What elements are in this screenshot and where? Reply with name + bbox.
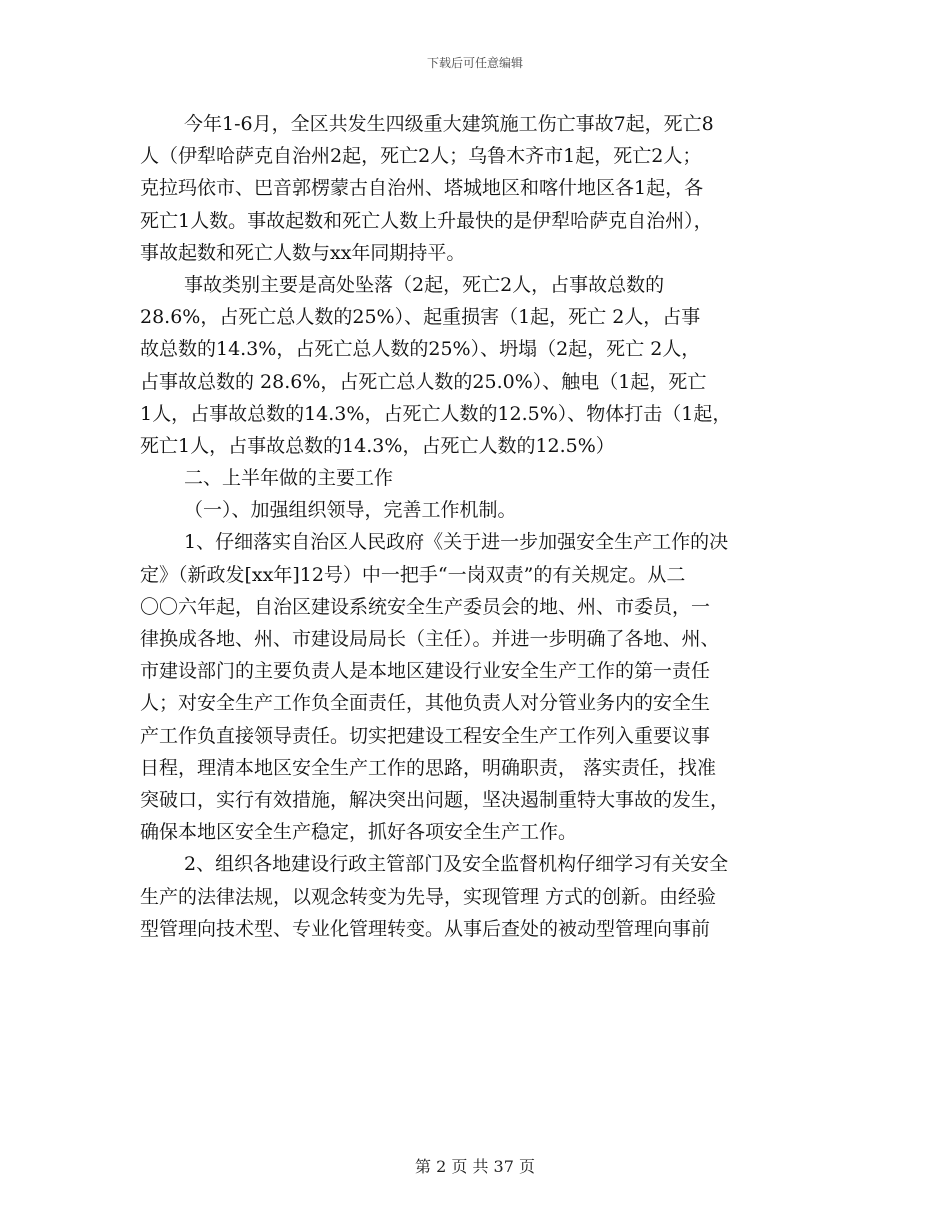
text-line: 突破口，实行有效措施，解决突出问题，坚决遏制重特大事故的发生， bbox=[140, 788, 730, 811]
text-line: 市建设部门的主要负责人是本地区建设行业安全生产工作的第一责任 bbox=[140, 660, 711, 683]
text-line: 律换成各地、州、市建设局局长（主任）。并进一步明确了各地、州、 bbox=[140, 628, 720, 650]
text-line: 〇〇六年起，自治区建设系统安全生产委员会的地、州、市委员，一 bbox=[140, 595, 711, 618]
text-line: 克拉玛依市、巴音郭楞蒙古自治州、塔城地区和喀什地区各1起，各 bbox=[140, 177, 704, 200]
text-line: 确保本地区安全生产稳定，抓好各项安全生产工作。 bbox=[140, 821, 578, 844]
text-line: 占事故总数的 28.6%，占死亡总人数的25.0%）、触电（1起，死亡 bbox=[140, 370, 707, 393]
document-body bbox=[140, 108, 820, 945]
text-line: 生产的法律法规，以观念转变为先导，实现管理 方式的创新。由经验 bbox=[140, 885, 717, 908]
text-line: 1人，占事故总数的14.3%，占死亡人数的12.5%）、物体打击（1起， bbox=[140, 402, 732, 425]
text-line: 定》（新政发[xx年]12号）中一把手“一岗双责”的有关规定。从二 bbox=[140, 563, 686, 586]
page-header-note: 下载后可任意编辑 bbox=[426, 56, 523, 70]
text-line: （一）、加强组织领导，完善工作机制。 bbox=[184, 499, 517, 522]
text-line: 产工作负直接领导责任。切实把建设工程安全生产工作列入重要议事 bbox=[140, 724, 711, 747]
text-line: 事故类别主要是高处坠落（2起，死亡2人，占事故总数的 bbox=[184, 273, 665, 296]
text-line: 事故起数和死亡人数与xx年同期持平。 bbox=[140, 241, 466, 264]
text-line: 28.6%，占死亡总人数的25%）、起重损害（1起，死亡 2人，占事 bbox=[140, 306, 701, 329]
text-line: 人（伊犁哈萨克自治州2起，死亡2人；乌鲁木齐市1起，死亡2人； bbox=[140, 145, 702, 168]
text-line: 型管理向技术型、专业化管理转变。从事后查处的被动型管理向事前 bbox=[140, 917, 711, 940]
text-line: 今年1-6月，全区共发生四级重大建筑施工伤亡事故7起，死亡8 bbox=[184, 113, 714, 135]
page-footer: 第 2 页 共 37 页 bbox=[415, 1157, 535, 1176]
text-line: 死亡1人，占事故总数的14.3%，占死亡人数的12.5%） bbox=[140, 434, 615, 457]
text-line: 日程，理清本地区安全生产工作的思路，明确职责， 落实责任，找准 bbox=[140, 756, 717, 779]
text-line: 人；对安全生产工作负全面责任，其他负责人对分管业务内的安全生 bbox=[140, 692, 711, 715]
text-line: 故总数的14.3%，占死亡总人数的25%）、坍塌（2起，死亡 2人， bbox=[140, 338, 701, 361]
text-line: 2、组织各地建设行政主管部门及安全监督机构仔细学习有关安全 bbox=[184, 853, 729, 876]
text-line: 1、仔细落实自治区人民政府《关于进一步加强安全生产工作的决 bbox=[184, 531, 729, 554]
text-line: 二、上半年做的主要工作 bbox=[184, 467, 394, 490]
text-line: 死亡1人数。事故起数和死亡人数上升最快的是伊犁哈萨克自治州）， bbox=[140, 209, 713, 232]
